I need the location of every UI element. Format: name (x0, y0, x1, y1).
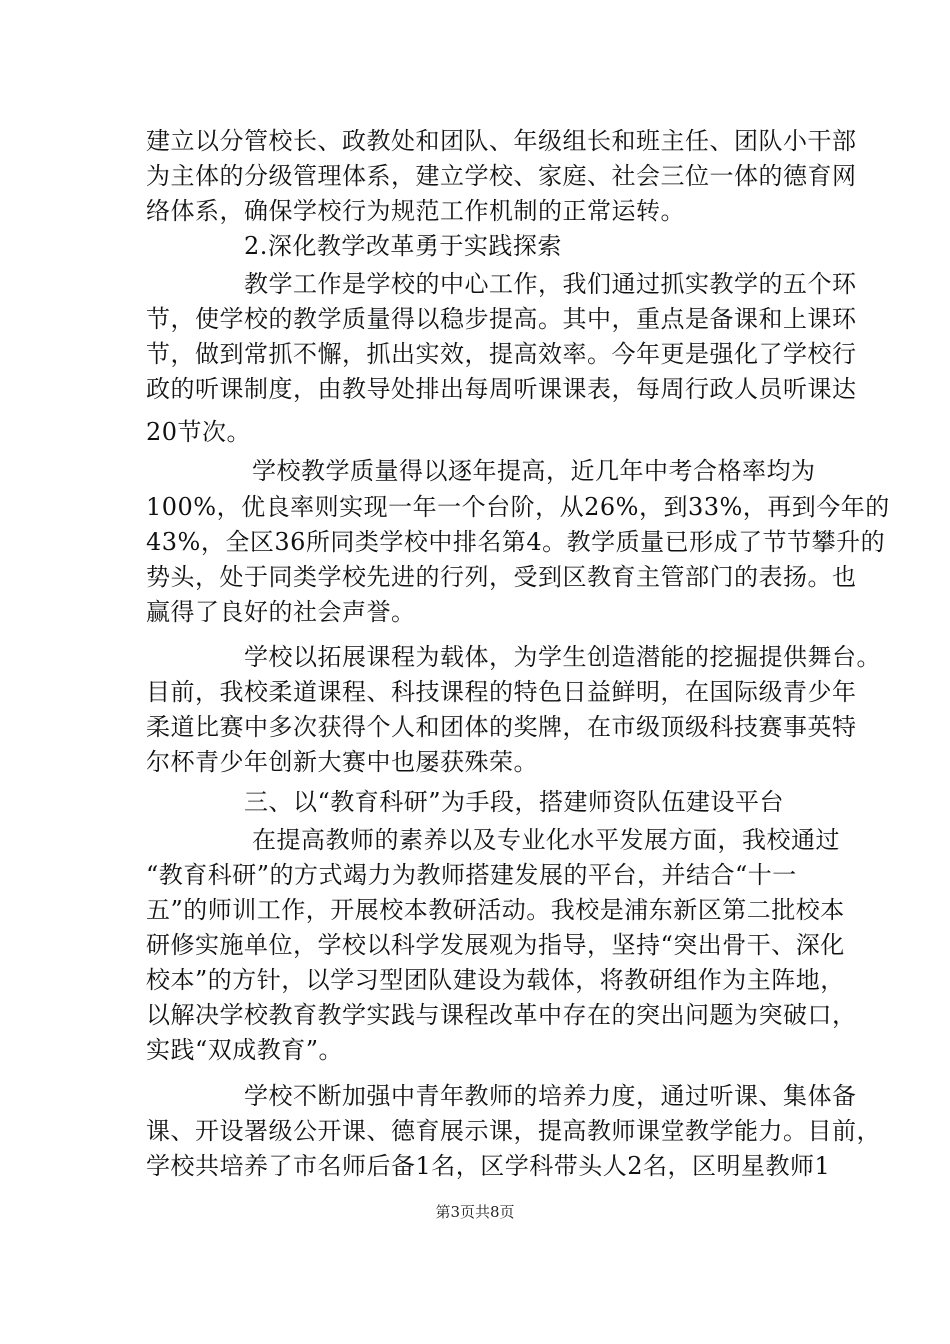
text-line-24: 校本”的方针，以学习型团队建设为载体，将教研组作为主阵地， (146, 966, 845, 994)
text-line-29: 学校共培养了市名师后备1名，区学科带头人2名，区明星教师1 (146, 1152, 831, 1180)
text-line-22: 五”的师训工作，开展校本教研活动。我校是浦东新区第二批校本 (146, 896, 845, 924)
text-line-9: 20节次。 (146, 418, 252, 446)
section-heading-3: 三、以“教育科研”为手段，搭建师资队伍建设平台 (244, 788, 785, 816)
text-line-12: 43%，全区36所同类学校中排名第4。教学质量已形成了节节攀升的 (146, 528, 886, 556)
text-line-25: 以解决学校教育教学实践与课程改革中存在的突出问题为突破口， (146, 1001, 857, 1029)
page-number: 第3页共8页 (435, 1203, 515, 1221)
section-heading-2: 2.深化教学改革勇于实践探索 (244, 232, 562, 260)
text-line-5: 教学工作是学校的中心工作，我们通过抓实教学的五个环 (244, 270, 857, 298)
text-line-1: 建立以分管校长、政教处和团队、年级组长和班主任、团队小干部 (146, 127, 857, 155)
text-line-8: 政的听课制度，由教导处排出每周听课课表，每周行政人员听课达 (146, 375, 857, 403)
text-line-21: “教育科研”的方式竭力为教师搭建发展的平台，并结合“十一 (146, 861, 797, 889)
text-line-15: 学校以拓展课程为载体，为学生创造潜能的挖掘提供舞台。 (244, 643, 881, 671)
text-line-11: 100%，优良率则实现一年一个台阶，从26%，到33%，再到今年的 (146, 493, 890, 521)
text-line-7: 节，做到常抓不懈，抓出实效，提高效率。今年更是强化了学校行 (146, 340, 857, 368)
text-line-23: 研修实施单位，学校以科学发展观为指导，坚持“突出骨干、深化 (146, 931, 845, 959)
text-line-6: 节，使学校的教学质量得以稳步提高。其中，重点是备课和上课环 (146, 305, 857, 333)
text-line-2: 为主体的分级管理体系，建立学校、家庭、社会三位一体的德育网 (146, 162, 857, 190)
text-line-17: 柔道比赛中多次获得个人和团体的奖牌，在市级顶级科技赛事英特 (146, 713, 857, 741)
text-line-18: 尔杯青少年创新大赛中也屡获殊荣。 (146, 748, 538, 776)
text-line-28: 课、开设署级公开课、德育展示课，提高教师课堂教学能力。目前， (146, 1117, 881, 1145)
text-line-3: 络体系，确保学校行为规范工作机制的正常运转。 (146, 197, 685, 225)
text-line-27: 学校不断加强中青年教师的培养力度，通过听课、集体备 (244, 1082, 857, 1110)
text-line-26: 实践“双成教育”。 (146, 1036, 344, 1064)
text-line-14: 赢得了良好的社会声誉。 (146, 598, 416, 626)
text-line-10: 学校教学质量得以逐年提高，近几年中考合格率均为 (252, 457, 816, 485)
text-line-13: 势头，处于同类学校先进的行列，受到区教育主管部门的表扬。也 (146, 563, 857, 591)
text-line-16: 目前，我校柔道课程、科技课程的特色日益鲜明，在国际级青少年 (146, 678, 857, 706)
text-line-20: 在提高教师的素养以及专业化水平发展方面，我校通过 (252, 826, 840, 854)
